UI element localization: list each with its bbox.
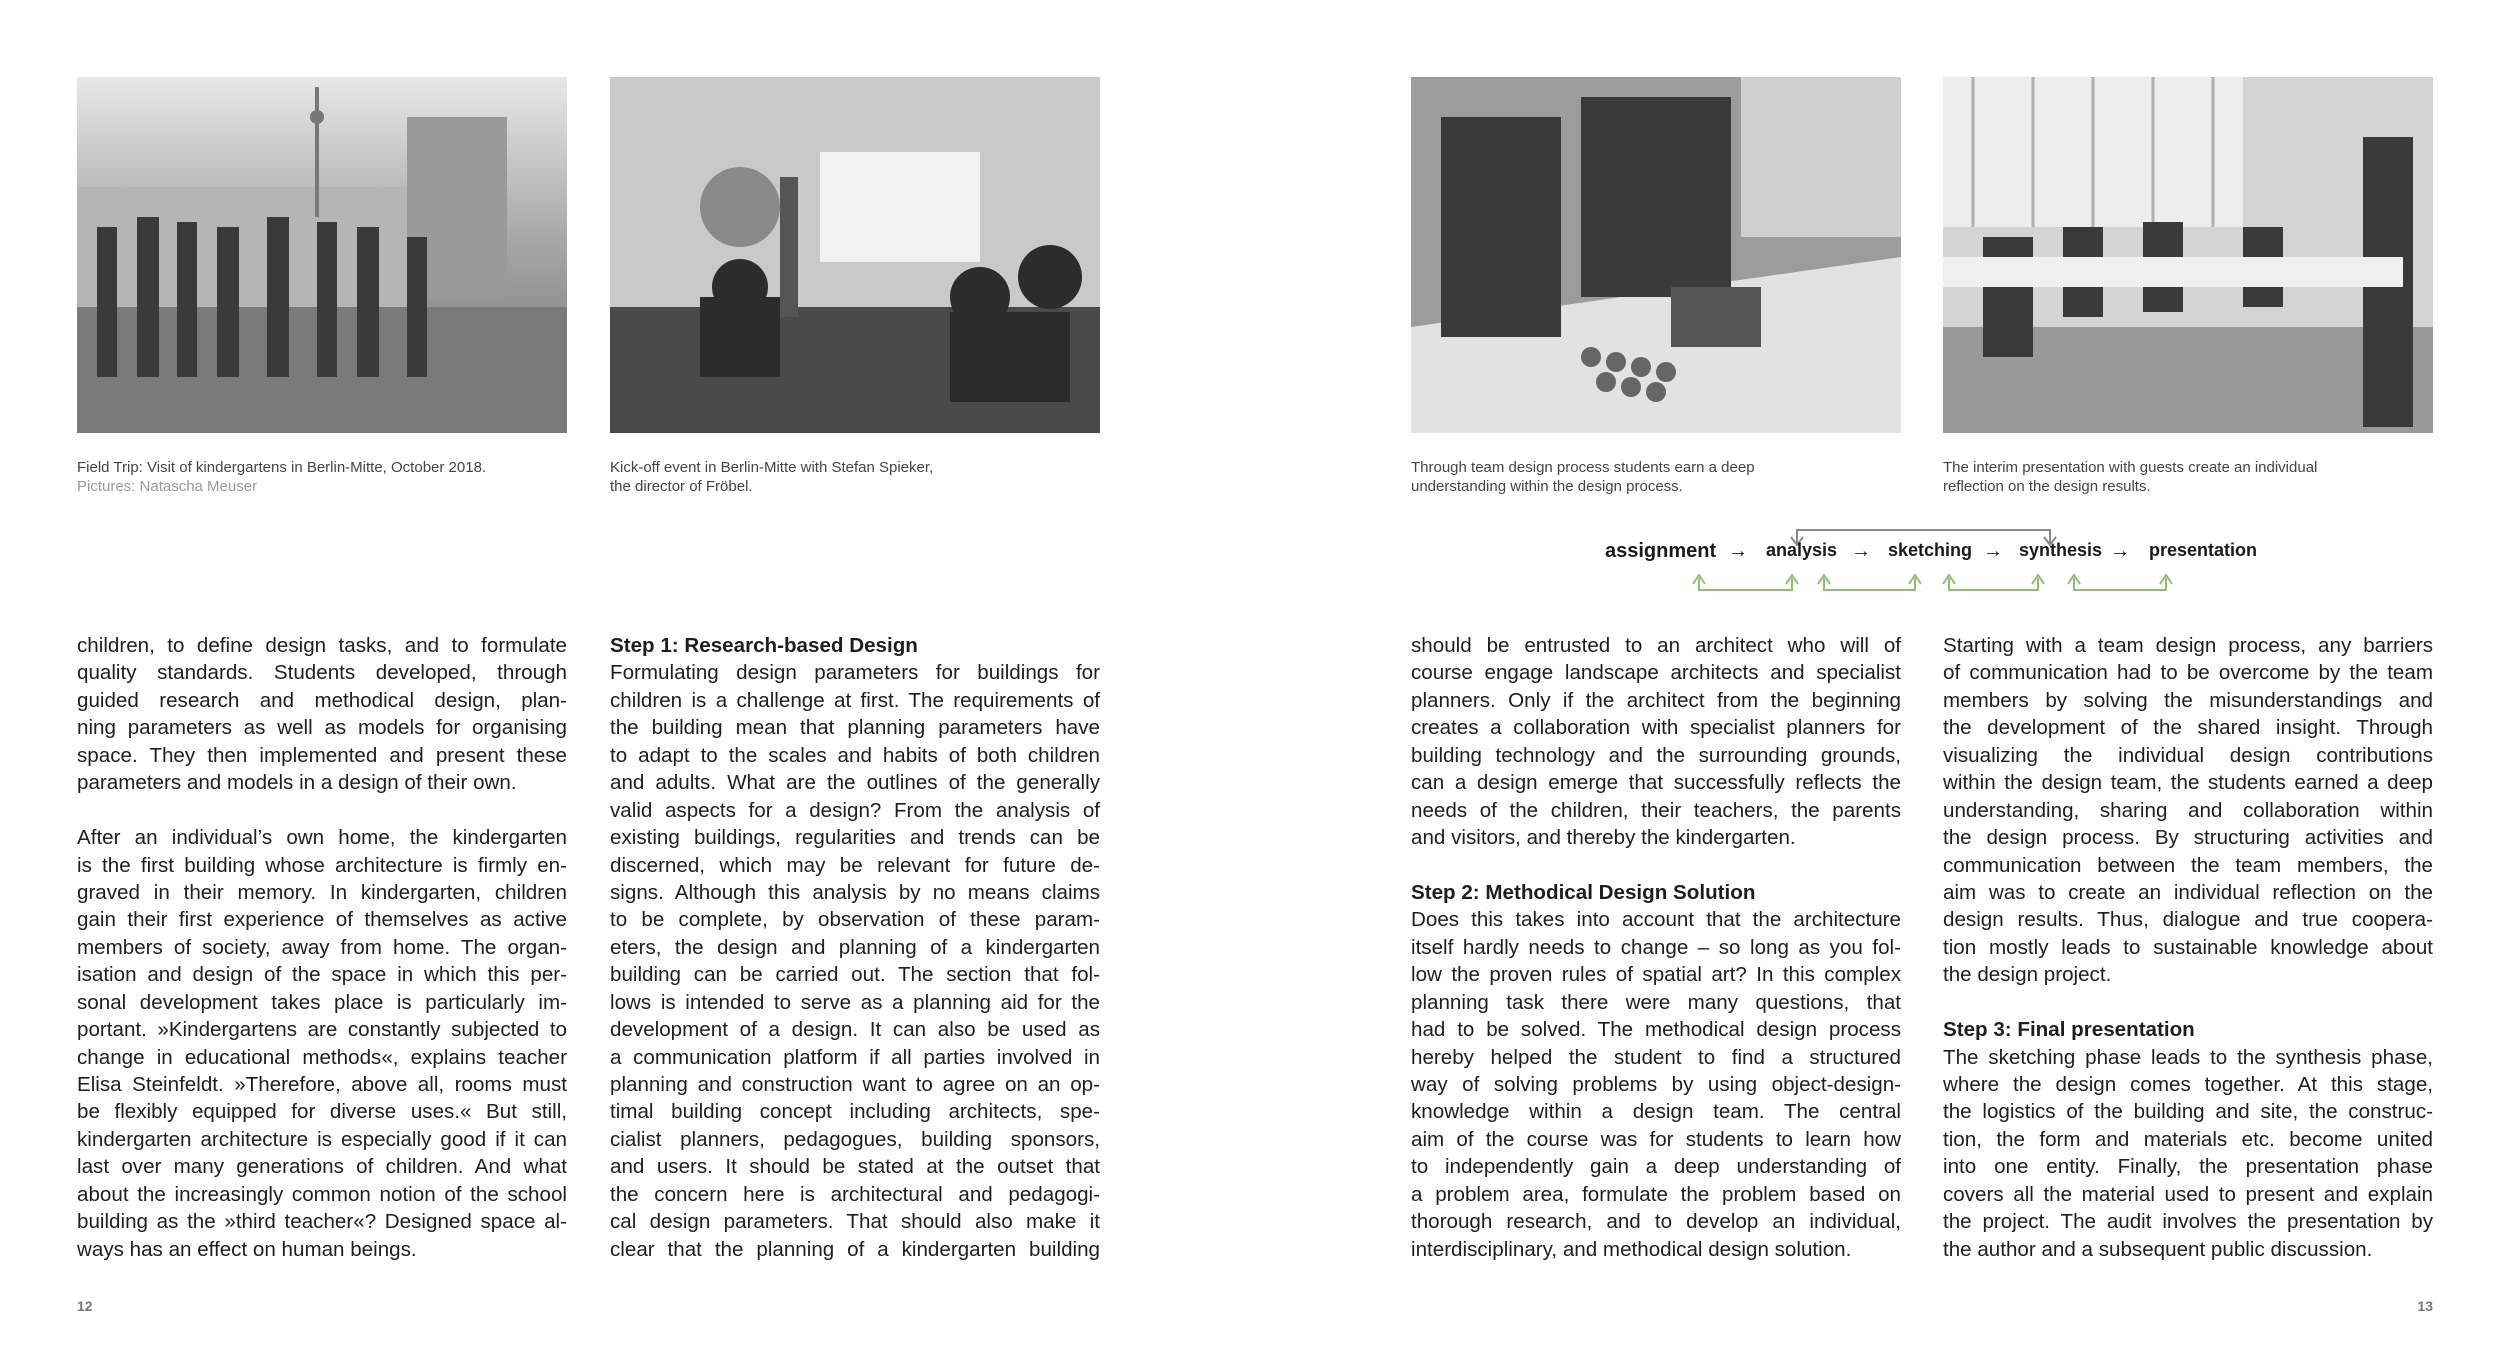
paragraph-gap (77, 797, 567, 824)
diagram-arrow: → (1728, 540, 1748, 562)
text-line: isation and design of the space in which this per- (77, 963, 567, 987)
text-line: building can be carried out. The section that fol- (610, 963, 1100, 987)
diagram-step-analysis: analysis (1766, 540, 1838, 560)
feedback-brackets (1693, 575, 2172, 590)
text-line: can a design emerge that successfully reflects the (1411, 771, 1901, 795)
text-line: The sketching phase leads to the synthesis phase, (1943, 1045, 2433, 1069)
text-line: eters, the design and planning of a kindergarten (610, 935, 1100, 959)
caption-text: understanding within the design process. (1411, 478, 1683, 495)
paragraph (77, 632, 567, 797)
photo-field-trip (77, 77, 567, 433)
text-column (1943, 632, 2433, 1263)
caption-text: reflection on the design results. (1943, 478, 2151, 495)
text-line: quality standards. Students developed, through (77, 661, 567, 685)
text-line: design results. Thus, dialogue and true coopera- (1943, 908, 2433, 932)
text-line: course engage landscape architects and specialist (1411, 661, 1901, 685)
text-line: cialist planners, pedagogues, building sponsors, (610, 1127, 1100, 1151)
diagram-step-synthesis: synthesis (2019, 540, 2103, 560)
text-line: thorough research, and to develop an individual, (1411, 1210, 1901, 1234)
section-heading: Step 3: Final presentation (1943, 1018, 2195, 1042)
page-number-left: 12 (77, 1298, 93, 1314)
text-line: tion mostly leads to sustainable knowledge about (1943, 935, 2433, 959)
paragraph (1943, 632, 2433, 989)
text-line: the building mean that planning parameters have (610, 716, 1100, 740)
text-line: the concern here is architectural and pedagogi- (610, 1182, 1100, 1206)
photo-interim-presentation (1943, 77, 2433, 433)
text-line: lows is intended to serve as a planning aid for the (610, 990, 1100, 1014)
text-line: of communication had to be overcome by the team (1943, 661, 2433, 685)
text-line: Does this takes into account that the architecture (1411, 908, 1901, 932)
text-line: about the increasingly common notion of the school (77, 1182, 567, 1206)
text-line: interdisciplinary, and methodical design solution. (1411, 1237, 1852, 1261)
paragraph (77, 824, 567, 1263)
text-line: kindergarten architecture is especially good if it can (77, 1127, 567, 1151)
text-line: should be entrusted to an architect who will of (1411, 634, 1901, 657)
text-line: existing buildings, regularities and trends can be (610, 826, 1100, 850)
text-line: Starting with a team design process, any barriers (1943, 634, 2433, 657)
text-line: planning and construction want to agree on an op- (610, 1073, 1100, 1096)
text-line: Formulating design parameters for buildings for (610, 661, 1100, 685)
text-line: aim was to create an individual reflection on the (1943, 880, 2433, 904)
text-line: needs of the children, their teachers, the parents (1411, 798, 1901, 822)
photo-caption (1411, 458, 1911, 496)
text-line: the design process. By structuring activities and (1943, 826, 2433, 850)
text-line: a problem area, formulate the problem based on (1411, 1182, 1901, 1206)
text-line: members of society, away from home. The organ- (77, 935, 567, 959)
text-line: cal design parameters. That should also make it (610, 1210, 1100, 1234)
caption-text: Kick-off event in Berlin-Mitte with Stefan Spieker, (610, 459, 934, 476)
photo-kickoff-event (610, 77, 1100, 433)
text-line: and visitors, and thereby the kindergarten. (1411, 826, 1796, 850)
text-line: knowledge within a design team. The central (1411, 1100, 1901, 1124)
text-line: covers all the material used to present and explain (1943, 1182, 2433, 1206)
text-line: way of solving problems by using object-design- (1411, 1073, 1901, 1096)
paragraph-gap (1943, 989, 2433, 1016)
photo-team-design (1411, 77, 1901, 433)
text-line: hereby helped the student to find a structured (1411, 1045, 1901, 1069)
text-column (610, 632, 1100, 1263)
section-heading: Step 2: Methodical Design Solution (1411, 880, 1756, 904)
text-line: signs. Although this analysis by no means claims (610, 880, 1100, 904)
text-line: the project. The audit involves the presentation by (1943, 1210, 2433, 1234)
text-line: change in educational methods«, explains teacher (77, 1045, 567, 1069)
text-line: members by solving the misunderstandings and (1943, 688, 2433, 712)
text-line: visualizing the individual design contributions (1943, 743, 2433, 767)
text-line: building technology and the surrounding grounds, (1411, 743, 1901, 767)
text-line: had to be solved. The methodical design process (1411, 1018, 1901, 1042)
photo-credit: Pictures: Natascha Meuser (77, 478, 258, 495)
text-line: building as the »third teacher«? Designed space al- (77, 1210, 567, 1234)
text-line: portant. »Kindergartens are constantly subjected to (77, 1018, 567, 1042)
text-column (1411, 632, 1901, 1263)
text-line: itself hardly needs to change – so long as you fol- (1411, 935, 1901, 959)
text-line: into one entity. Finally, the presentation phase (1943, 1155, 2433, 1179)
text-line: discerned, which may be relevant for future de- (610, 853, 1100, 877)
photo-caption (77, 458, 577, 496)
text-line: low the proven rules of spatial art? In this complex (1411, 963, 1901, 987)
text-line: graved in their memory. In kindergarten, children (77, 880, 567, 904)
diagram-arrow: → (2110, 540, 2130, 562)
text-line: the development of the shared insight. Through (1943, 716, 2433, 740)
paragraph (1411, 906, 1901, 1263)
text-line: where the design comes together. At this stage, (1943, 1073, 2433, 1096)
text-line: within the design team, the students earned a deep (1943, 771, 2433, 795)
text-line: planners. Only if the architect from the beginning (1411, 688, 1901, 712)
caption-text: Field Trip: Visit of kindergartens in Berlin-Mitte, October 2018. (77, 459, 487, 476)
photo-caption (1943, 458, 2443, 496)
diagram-step-sketching: sketching (1888, 540, 1973, 560)
text-line: ways has an effect on human beings. (77, 1237, 417, 1261)
text-line: the logistics of the building and site, the construc- (1943, 1100, 2433, 1124)
paragraph (1411, 632, 1901, 852)
page-number-right: 13 (2417, 1298, 2433, 1314)
text-line: timal building concept including architects, spe- (610, 1100, 1100, 1124)
text-line: a communication platform if all parties involved in (610, 1045, 1100, 1069)
text-line: creates a collaboration with specialist planners for (1411, 716, 1901, 740)
text-line: valid aspects for a design? From the analysis of (610, 798, 1100, 822)
text-line: development of a design. It can also be used as (610, 1018, 1100, 1042)
diagram-arrow: → (1851, 540, 1871, 562)
text-line: space. They then implemented and present these (77, 743, 567, 767)
diagram-step-presentation: presentation (2149, 540, 2258, 560)
text-line: be flexibly equipped for diverse uses.« But still, (77, 1100, 567, 1124)
text-line: aim of the course was for students to learn how (1411, 1127, 1901, 1151)
text-line: and users. It should be stated at the outset that (610, 1155, 1100, 1179)
text-line: to adapt to the scales and habits of both children (610, 743, 1100, 767)
text-line: communication between the team members, the (1943, 853, 2433, 877)
text-line: tion, the form and materials etc. become united (1943, 1127, 2433, 1151)
text-line: to independently gain a deep understanding of (1411, 1155, 1901, 1179)
text-line: children is a challenge at first. The requirements of (610, 688, 1100, 712)
text-line: understanding, sharing and collaboration within (1943, 798, 2433, 822)
text-line: parameters and models in a design of their own. (77, 771, 517, 795)
paragraph (1943, 1044, 2433, 1264)
caption-text: the director of Fröbel. (610, 478, 753, 495)
paragraph-gap (1411, 852, 1901, 879)
text-line: gain their first experience of themselves as active (77, 908, 567, 932)
photo-caption (610, 458, 1110, 496)
diagram-step-assignment: assignment (1605, 540, 1717, 562)
text-line: is the first building whose architecture is firmly en- (77, 853, 567, 877)
text-line: the design project. (1943, 963, 2112, 987)
text-line: ning parameters as well as models for organising (77, 716, 567, 740)
text-line: and adults. What are the outlines of the generally (610, 771, 1100, 795)
section-heading: Step 1: Research-based Design (610, 634, 918, 657)
paragraph (610, 659, 1100, 1263)
text-line: planning task there were many questions, that (1411, 990, 1901, 1014)
text-column (77, 632, 567, 1263)
text-line: guided research and methodical design, plan- (77, 688, 567, 712)
caption-text: Through team design process students earn a deep (1411, 459, 1755, 476)
text-line: the author and a subsequent public discussion. (1943, 1237, 2373, 1261)
text-line: last over many generations of children. And what (77, 1155, 567, 1179)
text-line: children, to define design tasks, and to formulate (77, 634, 567, 657)
text-line: sonal development takes place is particularly im- (77, 990, 567, 1014)
diagram-arrow: → (1983, 540, 2003, 562)
text-line: clear that the planning of a kindergarten building (610, 1237, 1100, 1261)
text-line: Elisa Steinfeldt. »Therefore, above all, rooms must (77, 1073, 567, 1096)
caption-text: The interim presentation with guests create an individual (1943, 459, 2318, 476)
text-line: to be complete, by observation of these param- (610, 908, 1100, 932)
text-line: After an individual’s own home, the kindergarten (77, 826, 567, 850)
